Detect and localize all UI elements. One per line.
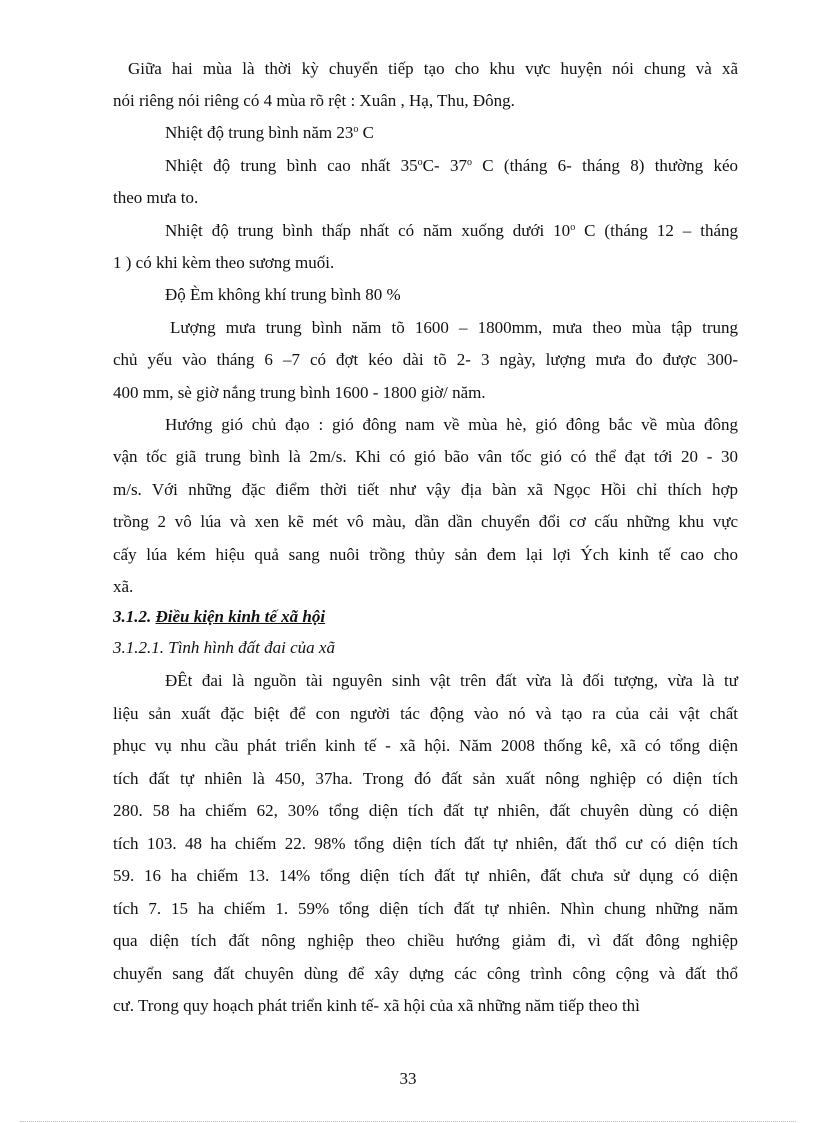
text-line: Lượng mưa trung bình năm tõ 1600 – 1800mm, mưa theo mùa tập trung xyxy=(170,318,738,337)
page-number: 33 xyxy=(399,1069,417,1088)
text-line: qua diện tích đất nông nghiệp theo chiều hướng giảm đi, vì đất đông nghiệp xyxy=(113,931,738,950)
text-line: nói riêng nói riêng có 4 mùa rõ rệt : Xuân , Hạ, Thu, Đông. xyxy=(113,91,515,110)
text-line: Nhiệt độ trung bình năm 23$^o$ C xyxy=(165,123,374,142)
text-line: Độ Èm không khí trung bình 80 % xyxy=(165,285,401,304)
text-line: 280. 58 ha chiếm 62, 30% tổng diện tích đất tự nhiên, đất chuyên dùng có diện xyxy=(113,801,738,820)
text-line: ĐÊt đai là nguồn tài nguyên sinh vật trên đất vừa là đối tượng, vừa là tư xyxy=(165,671,738,690)
text-line: tích 7. 15 ha chiếm 1. 59% tổng diện tích đất tự nhiên. Nhìn chung những năm xyxy=(113,899,738,918)
text-line: 59. 16 ha chiếm 13. 14% tổng diện tích đất tự nhiên, đất chưa sử dụng có diện xyxy=(113,866,738,885)
subsection-heading: 3.1.2.1. Tình hình đất đai của xã xyxy=(113,638,335,657)
text-line: chủ yếu vào tháng 6 –7 có đợt kéo dài tõ 2- 3 ngày, lượng mưa đo được 300- xyxy=(113,350,738,369)
text-line: xã. xyxy=(113,577,134,596)
text-line: Hướng gió chủ đạo : gió đông nam về mùa hè, gió đông bắc về mùa đông xyxy=(165,415,738,434)
text-line: cư. Trong quy hoạch phát triển kinh tế- xã hội của xã những năm tiếp theo thì xyxy=(113,996,640,1015)
text-line: tích 103. 48 ha chiếm 22. 98% tổng diện tích đất tự nhiên, đất thổ cư có diện tích xyxy=(113,834,738,853)
text-line: chuyển sang đất chuyên dùng để xây dựng các công trình công cộng và đất thổ xyxy=(113,964,738,983)
text-line: phục vụ nhu cầu phát triển kinh tế - xã hội. Năm 2008 thống kê, xã có tổng diện xyxy=(113,736,738,755)
footer-divider xyxy=(20,1121,796,1122)
text-line: liệu sản xuất đặc biệt để con người tác động vào nó và tạo ra của cải vật chất xyxy=(113,704,738,723)
text-line: 400 mm, sè giờ nắng trung bình 1600 - 1800 giờ/ năm. xyxy=(113,383,486,402)
text-line: theo mưa to. xyxy=(113,188,199,207)
text-line: m/s. Với những đặc điểm thời tiết như vậy địa bàn xã Ngọc Hồi chỉ thích hợp xyxy=(113,480,738,499)
text-line: Giữa hai mùa là thời kỳ chuyển tiếp tạo cho khu vực huyện nói chung và xã xyxy=(128,59,738,78)
text-line: 1 ) có khi kèm theo sương muối. xyxy=(113,253,335,272)
text-line: tích đất tự nhiên là 450, 37ha. Trong đó đất sản xuất nông nghiệp có diện tích xyxy=(113,769,738,788)
text-line: cấy lúa kém hiệu quả sang nuôi trồng thủy sản đem lại lợi Ých kinh tế cao cho xyxy=(113,545,738,564)
text-line: trồng 2 vô lúa và xen kẽ mét vô màu, dần dần chuyển đổi cơ cấu những khu vực xyxy=(113,512,738,531)
text-line: vận tốc giã trung bình là 2m/s. Khi có gió bão vân tốc gió có thể đạt tới 20 - 30 xyxy=(113,447,738,466)
text-line: Nhiệt độ trung bình thấp nhất có năm xuống dưới 10$^o$ C (tháng 12 – tháng xyxy=(165,221,738,240)
section-heading: 3.1.2. Điều kiện kinh tế xã hội xyxy=(113,607,326,626)
text-line: Nhiệt độ trung bình cao nhất 35$^o$C- 37$^o$ C (tháng 6- tháng 8) thường kéo xyxy=(165,156,738,175)
